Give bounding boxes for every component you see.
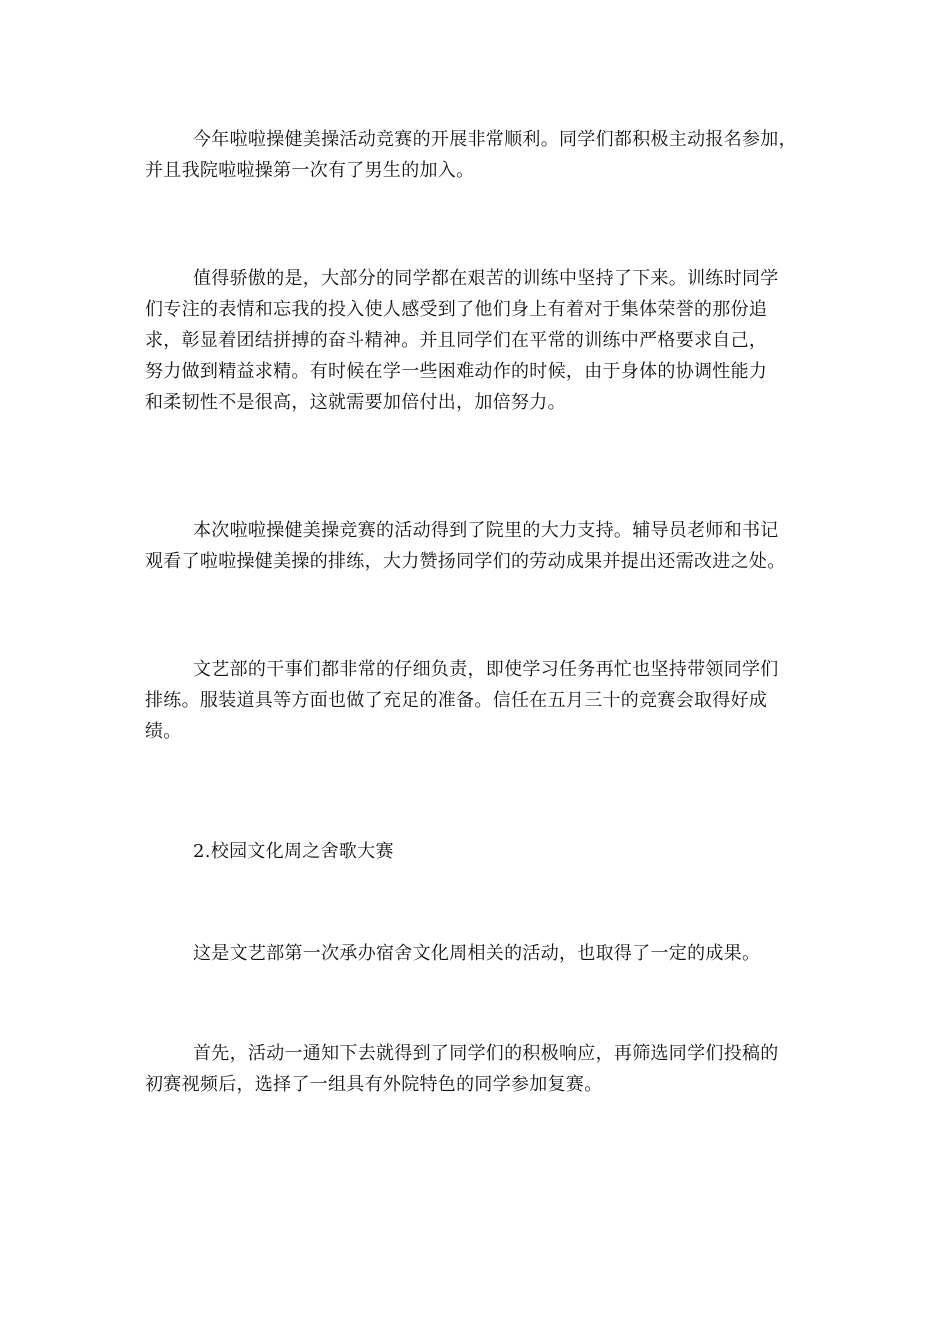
paragraph-cheerleading-intro (145, 124, 815, 186)
text-line: 努力做到精益求精。有时候在学一些困难动作的时候，由于身体的协调性能力 (145, 361, 768, 382)
text-line: 今年啦啦操健美操活动竞赛的开展非常顺利。同学们都积极主动报名参加， (193, 129, 797, 150)
text-line: 并且我院啦啦操第一次有了男生的加入。 (145, 160, 475, 181)
paragraph-training-pride (145, 263, 815, 418)
section-heading-dorm-song-contest (145, 836, 815, 867)
text-line: 首先，活动一通知下去就得到了同学们的积极响应，再筛选同学们投稿的 (193, 1043, 779, 1064)
paragraph-preliminary-selection (145, 1038, 815, 1100)
text-line: 初赛视频后，选择了一组具有外院特色的同学参加复赛。 (145, 1074, 603, 1095)
text-line: 绩。 (145, 721, 182, 742)
text-line: 排练。服装道具等方面也做了充足的准备。信任在五月三十的竞赛会取得好成 (145, 690, 768, 711)
text-line: 和柔韧性不是很高，这就需要加倍付出，加倍努力。 (145, 392, 566, 413)
paragraph-first-dorm-culture-event (145, 938, 815, 969)
text-line: 本次啦啦操健美操竞赛的活动得到了院里的大力支持。辅导员老师和书记 (193, 520, 779, 541)
text-line: 这是文艺部第一次承办宿舍文化周相关的活动，也取得了一定的成果。 (193, 943, 761, 964)
text-line: 2.校园文化周之舍歌大赛 (193, 841, 394, 862)
text-line: 们专注的表情和忘我的投入使人感受到了他们身上有着对于集体荣誉的那份追 (145, 299, 768, 320)
paragraph-college-support (145, 515, 815, 577)
paragraph-staff-responsibility (145, 654, 815, 747)
text-line: 求，彰显着团结拼搏的奋斗精神。并且同学们在平常的训练中严格要求自己， (145, 330, 768, 351)
text-line: 观看了啦啦操健美操的排练，大力赞扬同学们的劳动成果并提出还需改进之处。 (145, 551, 786, 572)
text-line: 值得骄傲的是，大部分的同学都在艰苦的训练中坚持了下来。训练时同学 (193, 268, 779, 289)
text-line: 文艺部的干事们都非常的仔细负责，即使学习任务再忙也坚持带领同学们 (193, 659, 779, 680)
